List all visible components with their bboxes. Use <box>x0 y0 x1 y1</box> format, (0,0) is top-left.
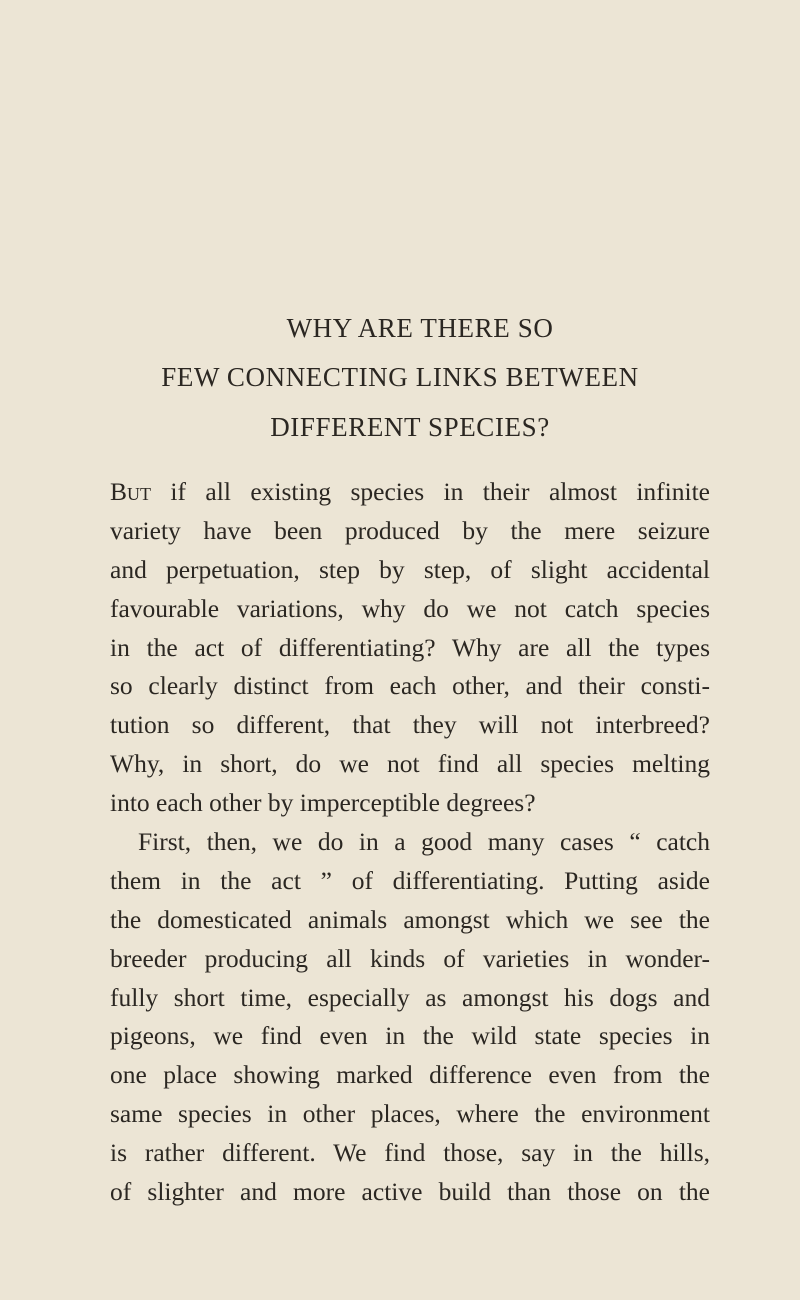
paragraph-2-line: one place showing marked difference even from the <box>110 1060 710 1090</box>
paragraph-2-line: of slighter and more active build than those on the <box>110 1177 710 1207</box>
chapter-heading-line-2: FEW CONNECTING LINKS BETWEEN <box>161 362 639 392</box>
paragraph-lead-word: But <box>110 477 152 506</box>
body-text <box>110 473 710 1212</box>
paragraph-2-line: same species in other places, where the environment <box>110 1099 710 1129</box>
paragraph-1-line: and perpetuation, step by step, of slight accidental <box>110 554 710 584</box>
paragraph-1-line: tution so different, that they will not interbreed? <box>110 710 710 740</box>
paragraph-2-line: is rather different. We find those, say in the hills, <box>110 1138 710 1168</box>
chapter-heading-line-1: WHY ARE THERE SO <box>286 313 554 343</box>
paragraph-1-line: so clearly distinct from each other, and their consti- <box>110 671 710 701</box>
paragraph-2-line: the domesticated animals amongst which we see the <box>110 904 710 934</box>
paragraph-2-line: pigeons, we find even in the wild state species in <box>110 1021 710 1051</box>
paragraph-1-line-text: if all existing species in their almost infinite <box>151 477 710 506</box>
paragraph-1-line: Why, in short, do we not find all species melting <box>110 749 710 779</box>
paragraph-1-line: in the act of differentiating? Why are all the types <box>110 632 710 662</box>
paragraph-1-line <box>110 473 710 512</box>
paragraph-1-line: favourable variations, why do we not catch species <box>110 593 710 623</box>
chapter-heading-line-3: DIFFERENT SPECIES? <box>270 412 550 442</box>
paragraph-2-line: breeder producing all kinds of varieties in wonder- <box>110 943 710 973</box>
paragraph-2-line: them in the act ” of differentiating. Putting aside <box>110 865 710 895</box>
paragraph-2-line: fully short time, especially as amongst his dogs and <box>110 982 710 1012</box>
paragraph-1-line: variety have been produced by the mere seizure <box>110 515 710 545</box>
paragraph-1-line: into each other by imperceptible degrees? <box>110 788 536 818</box>
paragraph-2-line: First, then, we do in a good many cases “ catch <box>138 827 710 857</box>
